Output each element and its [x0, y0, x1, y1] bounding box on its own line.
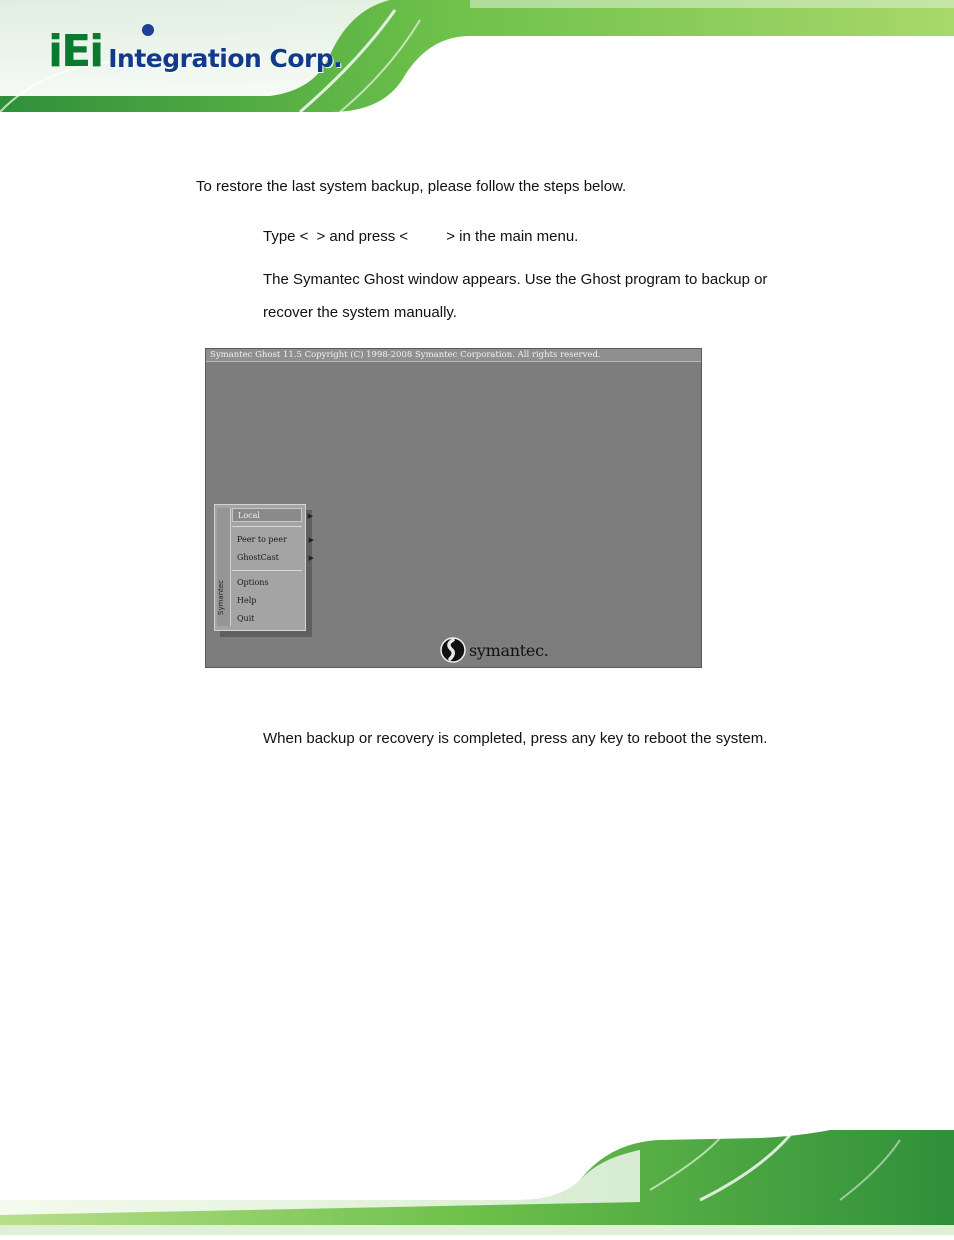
- ghost-menu-item-help[interactable]: [232, 594, 302, 608]
- step-1-part-2: > and press <: [316, 228, 409, 245]
- step-1-part-1: Type <: [263, 228, 309, 245]
- ghost-menu-item-label: Peer to peer: [237, 535, 287, 544]
- ghost-sidebar-label: Symantec: [217, 579, 225, 615]
- footer-banner-graphic: [0, 1130, 954, 1235]
- step-2-text-line-2: recover the system manually.: [263, 304, 457, 321]
- submenu-arrow-icon: ▶: [307, 512, 313, 520]
- ghost-menu-item-ghostcast[interactable]: [232, 551, 314, 565]
- header-banner: [0, 0, 954, 115]
- step-1-text: [263, 227, 578, 247]
- ghost-menu-separator: [232, 570, 302, 571]
- ghost-menu-item-local[interactable]: [232, 508, 313, 522]
- ghost-menu-item-label: Options: [237, 578, 269, 587]
- ghost-menu-item-label: GhostCast: [237, 553, 279, 562]
- ghost-menu-separator: [232, 526, 302, 527]
- symantec-logo: [440, 637, 549, 663]
- ghost-title-bar: Symantec Ghost 11.5 Copyright (C) 1998-2008 Symantec Corporation. All rights reserved.: [206, 349, 701, 362]
- ghost-menu-item-quit[interactable]: [232, 612, 302, 626]
- logo-mark: iEi: [48, 26, 103, 77]
- ghost-menu-item-peer-to-peer[interactable]: [232, 533, 314, 547]
- symantec-brand-text: symantec.: [469, 640, 549, 660]
- logo-text: Integration Corp.: [108, 44, 343, 73]
- ghost-menu-item-options[interactable]: [232, 576, 302, 590]
- step-1-part-3: > in the main menu.: [446, 228, 579, 245]
- logo-dot-icon: [142, 24, 154, 36]
- step-2-text-line-1: The Symantec Ghost window appears. Use the Ghost program to backup or: [263, 271, 768, 288]
- ghost-main-menu: [214, 504, 314, 631]
- footer-banner: [0, 1130, 954, 1235]
- ghost-menu-item-label: Local: [238, 511, 260, 520]
- symantec-swirl-icon: [440, 637, 466, 663]
- submenu-arrow-icon: ▶: [308, 554, 314, 562]
- ghost-menu-item-label: Quit: [237, 614, 255, 623]
- step-3-text: When backup or recovery is completed, press any key to reboot the system.: [263, 730, 768, 747]
- submenu-arrow-icon: ▶: [308, 536, 314, 544]
- ghost-screenshot: [205, 348, 702, 668]
- ghost-menu-sidebar: [217, 508, 231, 626]
- intro-paragraph: To restore the last system backup, please follow the steps below.: [196, 178, 627, 195]
- ghost-menu-item-label: Help: [237, 596, 257, 605]
- company-logo: [48, 26, 343, 77]
